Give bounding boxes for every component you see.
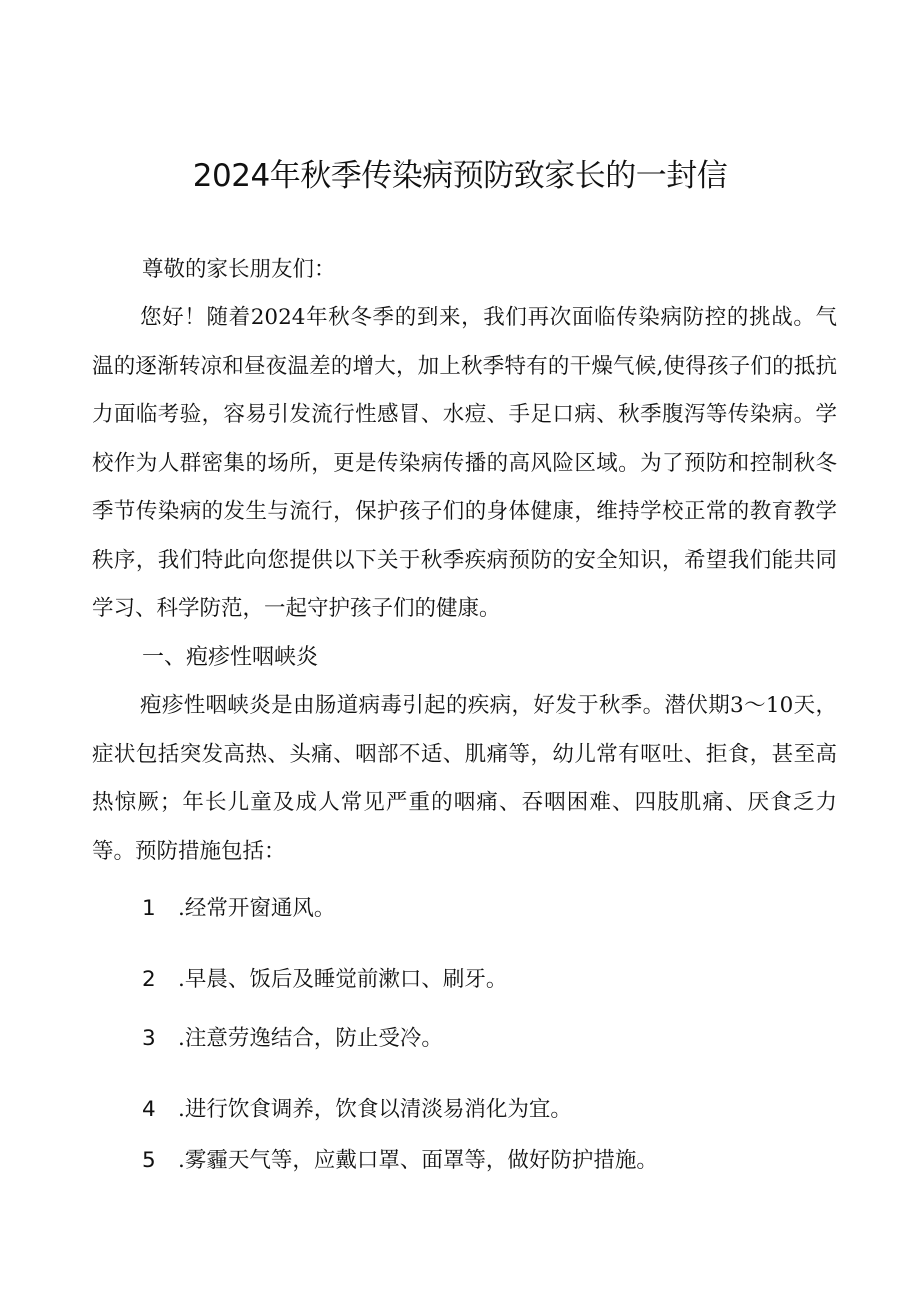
list-item-text: .进行饮食调养，饮食以清淡易消化为宜。: [178, 1097, 572, 1122]
list-item-number: 4: [142, 1097, 156, 1122]
document-title: 2024年秋季传染病预防致家长的一封信: [192, 158, 728, 194]
list-item: [142, 960, 507, 1000]
list-item-text: .雾霾天气等，应戴口罩、面罩等，做好防护措施。: [178, 1148, 658, 1173]
list-item: [142, 1090, 572, 1130]
salutation: 尊敬的家长朋友们：: [142, 257, 336, 282]
intro-paragraph: 您好！随着2024年秋冬季的到来，我们再次面临传染病防控的挑战。气温的逐渐转凉和昼夜温差的增大，加上秋季特有的干燥气候,使得孩子们的抵抗力面临考验，容易引发流行性感冒、水痘、手足口病、秋季腹泻等传染病。学校作为人群密集的场所，更是传染病传播的高风险区域。为了预防和控制秋冬季节传染病的发生与流行，保护孩子们的身体健康，维持学校正常的教育教学秩序，我们特此向您提供以下关于秋季疾病预防的安全知识，希望我们能共同学习、科学防范，一起守护孩子们的健康。: [92, 305, 837, 621]
list-item-text: .早晨、饭后及睡觉前漱口、刷牙。: [178, 967, 508, 992]
section-heading-1: 一、疱疹性咽峡炎: [142, 645, 319, 670]
list-item-number: 2: [142, 967, 156, 992]
list-item: [142, 1019, 443, 1059]
section-1-paragraph: 疱疹性咽峡炎是由肠道病毒引起的疾病，好发于秋季。潜伏期3〜10天，症状包括突发高热、头痛、咽部不适、肌痛等，幼儿常有呕吐、拒食，甚至高热惊厥；年长儿童及成人常见严重的咽痛、吞咽困难、四肢肌痛、厌食乏力等。预防措施包括：: [92, 693, 837, 864]
list-item: [142, 889, 335, 929]
list-item-text: .注意劳逸结合，防止受冷。: [178, 1026, 443, 1051]
list-item-number: 1: [142, 896, 156, 921]
list-item: [142, 1141, 658, 1181]
list-item-number: 3: [142, 1026, 156, 1051]
list-item-number: 5: [142, 1148, 156, 1173]
list-item-text: .经常开窗通风。: [178, 896, 336, 921]
